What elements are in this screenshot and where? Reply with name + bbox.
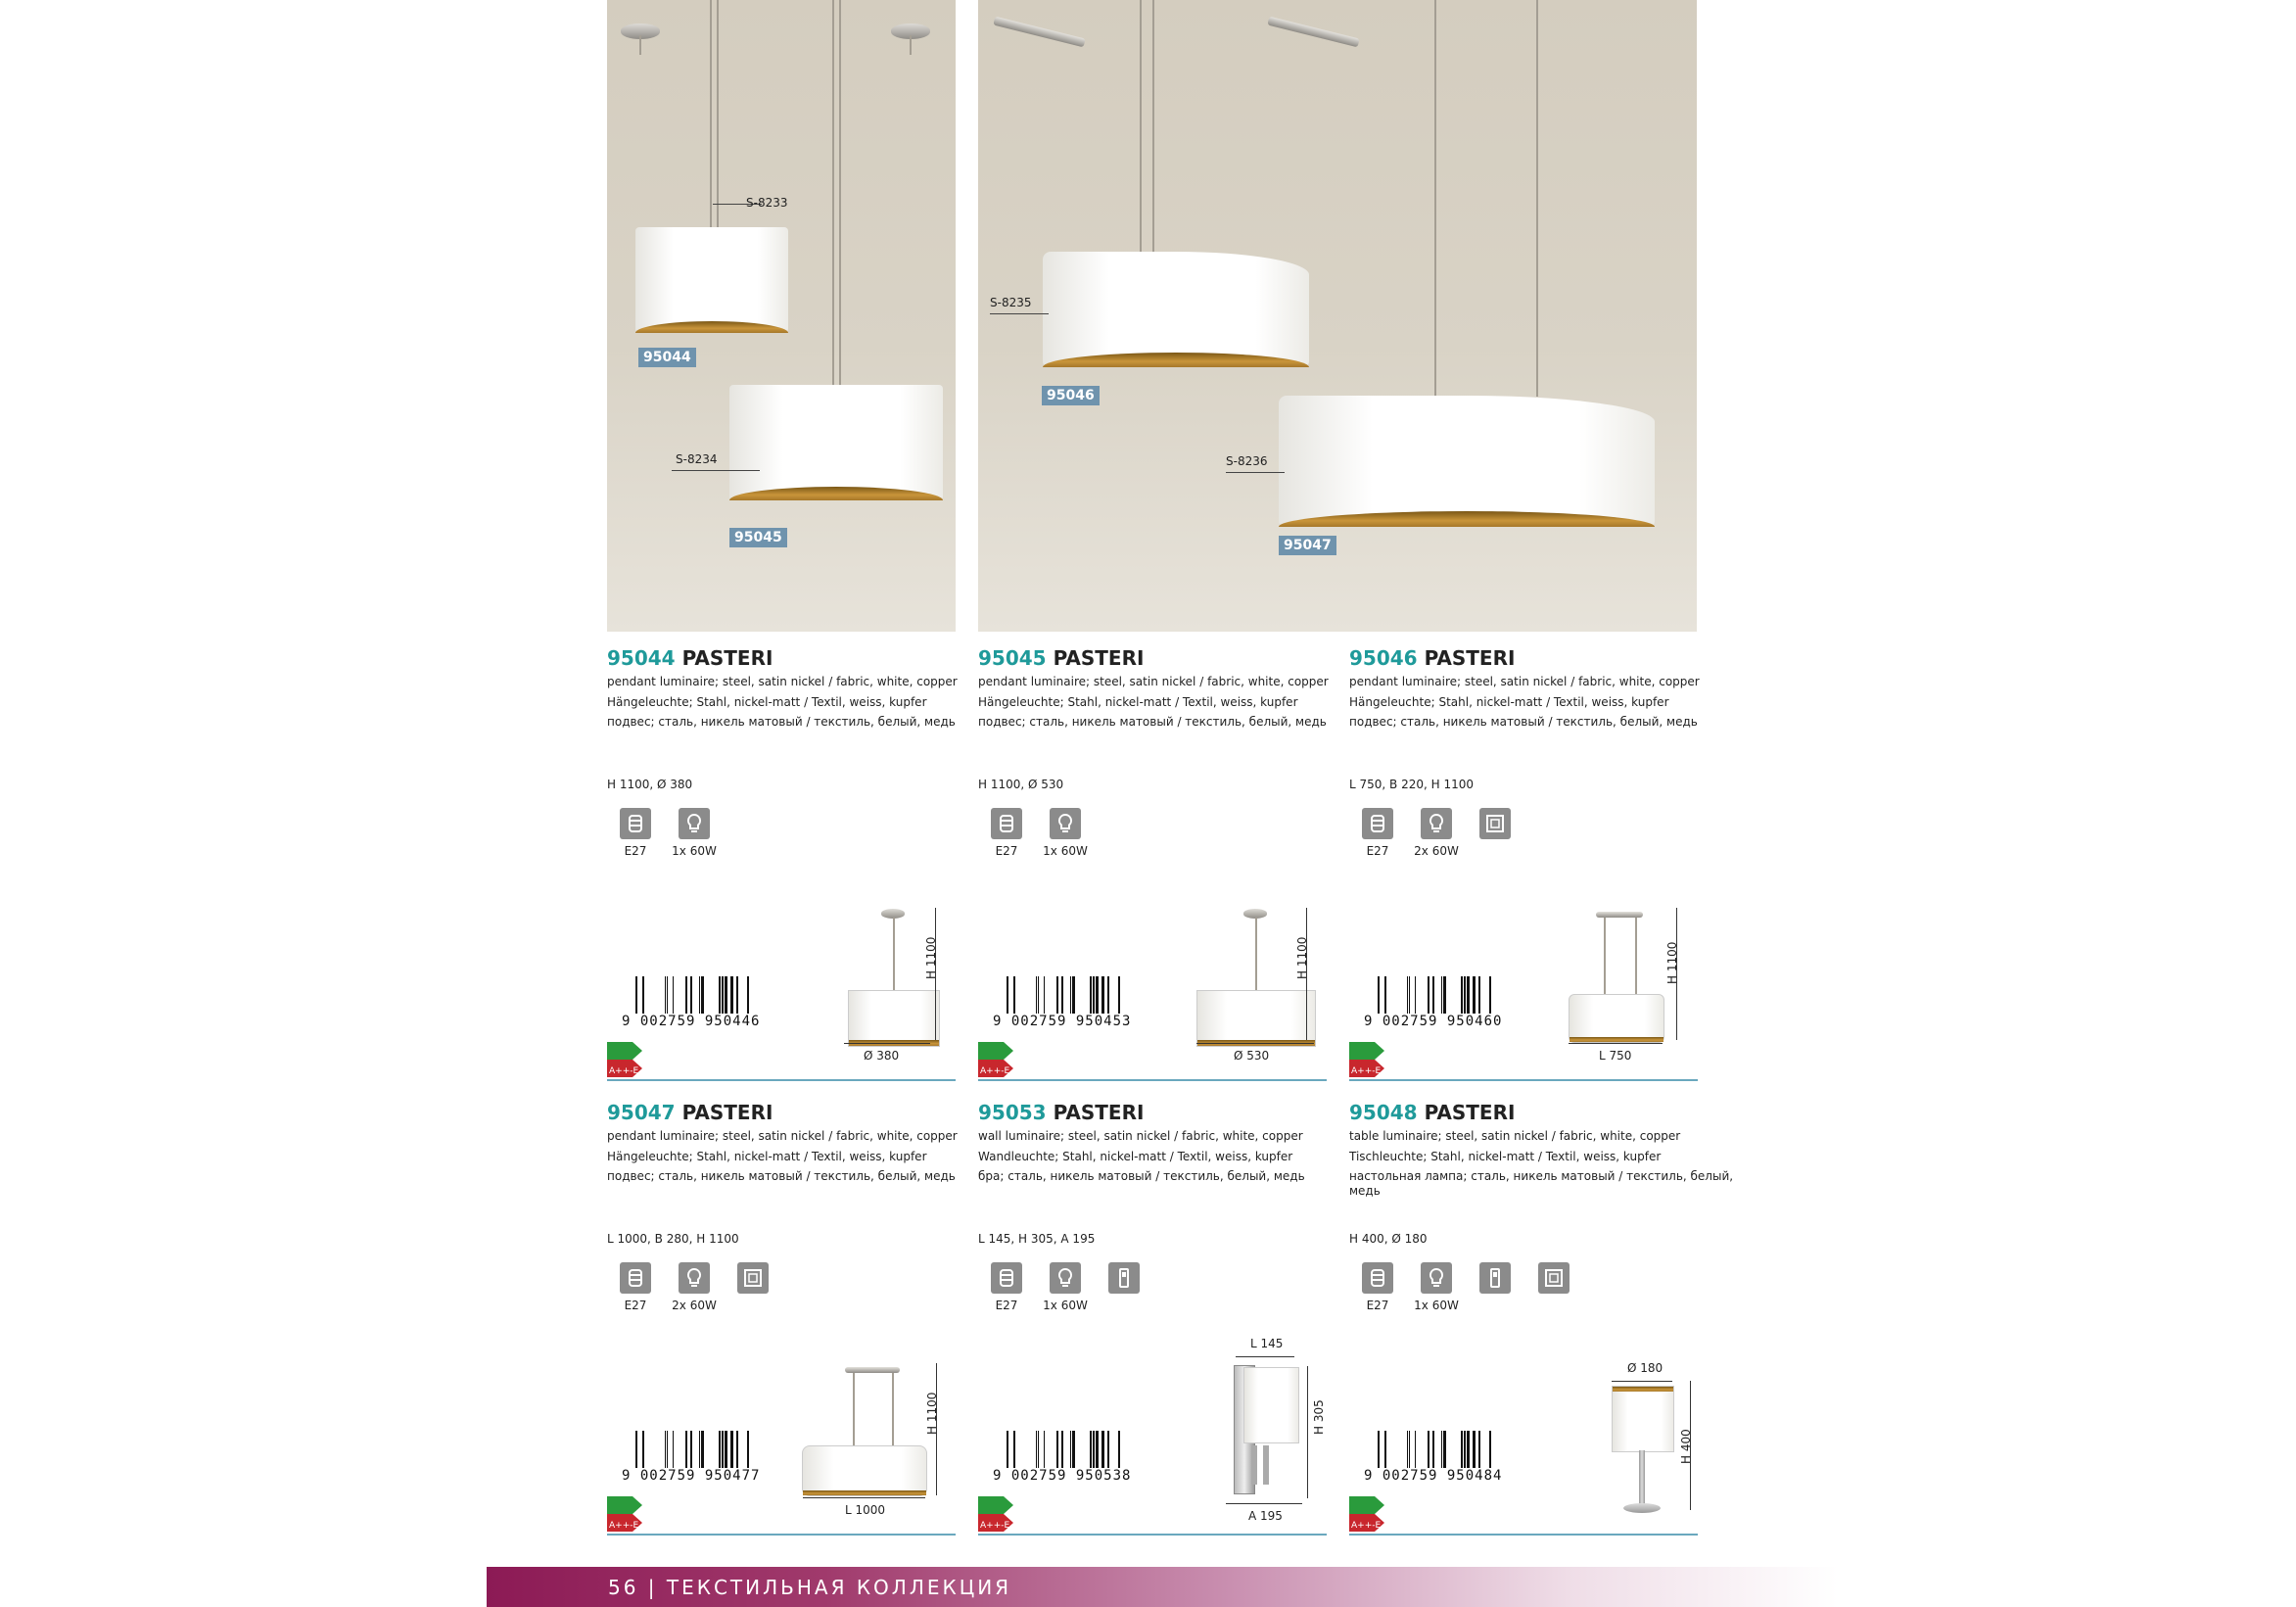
desc-en: pendant luminaire; steel, satin nickel / fabric, white, copper bbox=[607, 675, 958, 688]
lamp-shade-95047 bbox=[1279, 396, 1655, 527]
product-name: PASTERI bbox=[681, 646, 773, 670]
product-number: 95047 bbox=[607, 1101, 676, 1124]
barcode-number: 9 002759 950446 bbox=[622, 1014, 761, 1029]
product-number: 95053 bbox=[978, 1101, 1047, 1124]
socket-label: E27 bbox=[624, 1299, 647, 1312]
desc-de: Hängeleuchte; Stahl, nickel-matt / Textil, weiss, kupfer bbox=[978, 694, 1298, 709]
dim-height: H 1100 bbox=[925, 1392, 939, 1435]
dim-height: H 1100 bbox=[1295, 936, 1309, 979]
spare-part-code: S-8234 bbox=[676, 452, 718, 466]
socket-label: E27 bbox=[624, 844, 647, 858]
photo-left bbox=[607, 0, 956, 632]
shade-type-icon bbox=[737, 1262, 769, 1294]
desc-ru-cont: медь bbox=[1349, 1183, 1381, 1198]
socket-label: E27 bbox=[1366, 844, 1389, 858]
product-name: PASTERI bbox=[1424, 1101, 1516, 1124]
product-label: 95044 bbox=[638, 348, 696, 367]
product-name: PASTERI bbox=[1053, 1101, 1145, 1124]
desc-de: Hängeleuchte; Stahl, nickel-matt / Textil, weiss, kupfer bbox=[607, 694, 927, 709]
switch-icon bbox=[1479, 1262, 1511, 1294]
page-footer: 56 | ТЕКСТИЛЬНАЯ КОЛЛЕКЦИЯ bbox=[487, 1567, 1838, 1607]
product-label: 95046 bbox=[1042, 386, 1100, 405]
socket-icon bbox=[620, 808, 651, 839]
desc-ru: подвес; сталь, никель матовый / текстиль, белый, медь bbox=[607, 1169, 956, 1183]
product-dimensions: L 750, B 220, H 1100 bbox=[1349, 778, 1474, 791]
shade-type-icon bbox=[1538, 1262, 1570, 1294]
product-label: 95047 bbox=[1279, 536, 1336, 555]
energy-label-icon bbox=[607, 1496, 642, 1532]
dim-projection: A 195 bbox=[1248, 1509, 1283, 1523]
dim-length: L 1000 bbox=[845, 1503, 886, 1517]
separator bbox=[978, 1079, 1327, 1081]
wattage-label: 2x 60W bbox=[672, 1299, 717, 1312]
product-dimensions: H 1100, Ø 530 bbox=[978, 778, 1064, 791]
ceiling-bar bbox=[993, 17, 1085, 48]
desc-de: Tischleuchte; Stahl, nickel-matt / Textil, weiss, kupfer bbox=[1349, 1149, 1662, 1163]
socket-label: E27 bbox=[995, 1299, 1018, 1312]
wattage-label: 1x 60W bbox=[1043, 844, 1088, 858]
product-description bbox=[978, 672, 1329, 733]
product-title bbox=[607, 646, 773, 670]
bulb-icon bbox=[679, 1262, 710, 1294]
dim-height: H 1100 bbox=[1665, 941, 1679, 984]
bulb-icon bbox=[1050, 808, 1081, 839]
separator bbox=[607, 1534, 956, 1536]
socket-label: E27 bbox=[995, 844, 1018, 858]
barcode-number: 9 002759 950538 bbox=[993, 1468, 1132, 1484]
photo-right bbox=[978, 0, 1697, 632]
product-label: 95045 bbox=[729, 528, 787, 547]
svg-text:A++-E: A++-E bbox=[980, 1521, 1010, 1531]
shade-type-icon bbox=[1479, 808, 1511, 839]
product-dimensions: H 400, Ø 180 bbox=[1349, 1232, 1428, 1246]
energy-label-icon bbox=[978, 1042, 1013, 1077]
product-drawing-95046 bbox=[1567, 906, 1674, 1063]
dim-length: L 750 bbox=[1599, 1049, 1632, 1063]
spare-part-code: S-8233 bbox=[746, 196, 788, 210]
desc-ru: подвес; сталь, никель матовый / текстиль, белый, медь bbox=[1349, 715, 1698, 729]
bulb-icon bbox=[1050, 1262, 1081, 1294]
desc-en: pendant luminaire; steel, satin nickel / fabric, white, copper bbox=[607, 1129, 958, 1143]
desc-de: Wandleuchte; Stahl, nickel-matt / Textil, weiss, kupfer bbox=[978, 1149, 1293, 1163]
desc-ru: бра; сталь, никель матовый / текстиль, белый, медь bbox=[978, 1169, 1305, 1183]
product-description bbox=[978, 1126, 1305, 1187]
desc-ru: подвес; сталь, никель матовый / текстиль, белый, медь bbox=[978, 715, 1327, 729]
product-description bbox=[1349, 672, 1700, 733]
product-name: PASTERI bbox=[1053, 646, 1145, 670]
socket-icon bbox=[991, 1262, 1022, 1294]
bulb-icon bbox=[1421, 1262, 1452, 1294]
product-drawing-95048 bbox=[1606, 1376, 1684, 1533]
dim-height: H 305 bbox=[1312, 1399, 1326, 1435]
svg-text:A++-E: A++-E bbox=[609, 1521, 639, 1531]
desc-en: pendant luminaire; steel, satin nickel / fabric, white, copper bbox=[978, 675, 1329, 688]
socket-icon bbox=[1362, 808, 1393, 839]
energy-label-icon bbox=[1349, 1496, 1384, 1532]
product-name: PASTERI bbox=[1424, 646, 1516, 670]
product-number: 95048 bbox=[1349, 1101, 1418, 1124]
energy-label-icon bbox=[1349, 1042, 1384, 1077]
dim-diameter: Ø 380 bbox=[864, 1049, 900, 1063]
product-drawing-95053 bbox=[1224, 1359, 1302, 1516]
barcode-number: 9 002759 950460 bbox=[1364, 1014, 1503, 1029]
desc-en: table luminaire; steel, satin nickel / fabric, white, copper bbox=[1349, 1129, 1681, 1143]
desc-de: Hängeleuchte; Stahl, nickel-matt / Textil, weiss, kupfer bbox=[1349, 694, 1669, 709]
socket-icon bbox=[991, 808, 1022, 839]
lamp-shade-95046 bbox=[1043, 252, 1309, 367]
product-title bbox=[978, 646, 1144, 670]
product-title bbox=[1349, 1101, 1515, 1124]
separator bbox=[1349, 1534, 1698, 1536]
switch-icon bbox=[1108, 1262, 1140, 1294]
product-title bbox=[978, 1101, 1144, 1124]
barcode-number: 9 002759 950453 bbox=[993, 1014, 1132, 1029]
desc-en: wall luminaire; steel, satin nickel / fabric, white, copper bbox=[978, 1129, 1303, 1143]
energy-label-icon bbox=[607, 1042, 642, 1077]
section-title: ТЕКСТИЛЬНАЯ КОЛЛЕКЦИЯ bbox=[666, 1576, 1012, 1599]
product-dimensions: H 1100, Ø 380 bbox=[607, 778, 693, 791]
desc-ru: подвес; сталь, никель матовый / текстиль, белый, медь bbox=[607, 715, 956, 729]
product-description bbox=[607, 1126, 958, 1187]
desc-ru: настольная лампа; сталь, никель матовый / текстиль, белый, bbox=[1349, 1169, 1734, 1183]
ceiling-bar bbox=[1267, 17, 1359, 48]
product-number: 95044 bbox=[607, 646, 676, 670]
product-description bbox=[1349, 1126, 1733, 1201]
spare-part-code: S-8235 bbox=[990, 296, 1032, 309]
desc-de: Hängeleuchte; Stahl, nickel-matt / Textil, weiss, kupfer bbox=[607, 1149, 927, 1163]
dim-length: L 145 bbox=[1250, 1337, 1284, 1350]
dim-height: H 400 bbox=[1679, 1429, 1693, 1464]
bulb-icon bbox=[679, 808, 710, 839]
socket-icon bbox=[620, 1262, 651, 1294]
product-title bbox=[1349, 646, 1515, 670]
separator bbox=[1349, 1079, 1698, 1081]
dim-height: H 1100 bbox=[924, 936, 938, 979]
wattage-label: 2x 60W bbox=[1414, 844, 1459, 858]
product-number: 95046 bbox=[1349, 646, 1418, 670]
socket-label: E27 bbox=[1366, 1299, 1389, 1312]
bulb-icon bbox=[1421, 808, 1452, 839]
wattage-label: 1x 60W bbox=[672, 844, 717, 858]
separator bbox=[607, 1079, 956, 1081]
product-drawing-95047 bbox=[798, 1359, 935, 1516]
svg-text:A++-E: A++-E bbox=[609, 1066, 639, 1076]
barcode-number: 9 002759 950477 bbox=[622, 1468, 761, 1484]
spare-part-code: S-8236 bbox=[1226, 454, 1268, 468]
svg-text:A++-E: A++-E bbox=[1351, 1066, 1382, 1076]
desc-en: pendant luminaire; steel, satin nickel / fabric, white, copper bbox=[1349, 675, 1700, 688]
lamp-shade-95044 bbox=[635, 227, 788, 333]
page-number: 56 bbox=[608, 1576, 639, 1599]
product-title bbox=[607, 1101, 773, 1124]
product-drawing-95044 bbox=[842, 906, 960, 1063]
product-dimensions: L 1000, B 280, H 1100 bbox=[607, 1232, 739, 1246]
barcode-number: 9 002759 950484 bbox=[1364, 1468, 1503, 1484]
wattage-label: 1x 60W bbox=[1043, 1299, 1088, 1312]
socket-icon bbox=[1362, 1262, 1393, 1294]
separator bbox=[978, 1534, 1327, 1536]
wattage-label: 1x 60W bbox=[1414, 1299, 1459, 1312]
svg-text:A++-E: A++-E bbox=[1351, 1521, 1382, 1531]
energy-label-icon bbox=[978, 1496, 1013, 1532]
product-drawing-95045 bbox=[1195, 906, 1322, 1063]
product-dimensions: L 145, H 305, A 195 bbox=[978, 1232, 1096, 1246]
product-number: 95045 bbox=[978, 646, 1047, 670]
dim-diameter: Ø 180 bbox=[1627, 1361, 1663, 1375]
product-description bbox=[607, 672, 958, 733]
product-name: PASTERI bbox=[681, 1101, 773, 1124]
lamp-shade-95045 bbox=[729, 385, 943, 500]
svg-text:A++-E: A++-E bbox=[980, 1066, 1010, 1076]
dim-diameter: Ø 530 bbox=[1234, 1049, 1270, 1063]
